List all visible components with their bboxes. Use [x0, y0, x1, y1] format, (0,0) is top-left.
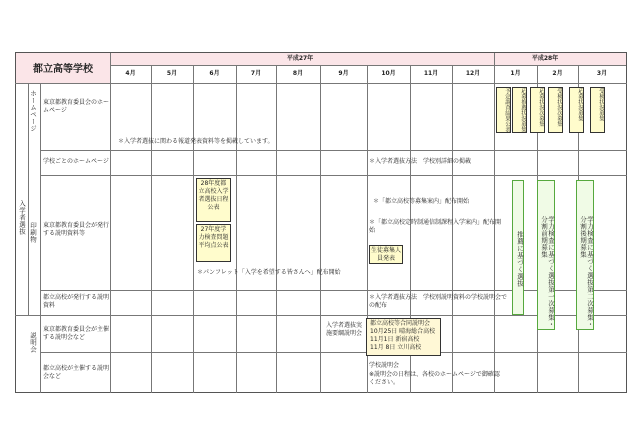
- hline-r2: [40, 175, 627, 176]
- label-insatsu: 印刷物: [29, 222, 37, 243]
- hline-year: [110, 65, 626, 66]
- month-9: 12月: [465, 70, 481, 77]
- label-nyugaku: 入学者選抜: [18, 200, 26, 235]
- box-h28-nittei: 28年度都立高校入学者選抜日程公表: [196, 178, 231, 222]
- godo-line-2: 11月1日 新宿高校: [370, 336, 420, 343]
- row-label-school-doc: 都立高校が発行する説明資料: [43, 294, 110, 309]
- month-3: 6月: [209, 70, 220, 77]
- godo-line-3: 11月 8日 立川高校: [370, 344, 422, 351]
- month-12: 3月: [596, 70, 608, 77]
- hp-box-2: 応募推薦状況募集: [512, 87, 527, 133]
- month-4: 7月: [250, 70, 262, 77]
- row-label-school-setsumei: 都立高校が主催する説明会など: [43, 365, 110, 380]
- vline-left2: [40, 83, 41, 393]
- month-1: 4月: [125, 70, 136, 77]
- school-hp-note: ＊入学者選抜方法 学校別詳細の掲載: [369, 158, 472, 165]
- month-2: 5月: [166, 70, 178, 77]
- row-label-kyoiku-hp: 東京都教育委員会のホームページ: [43, 99, 110, 114]
- vline-month-4: [276, 65, 277, 393]
- vline-month-2: [193, 65, 194, 393]
- annai-note: ＊「都立高校等募集案内」配布開始: [373, 198, 470, 205]
- hline-r4: [15, 315, 627, 316]
- pamphlet-note: ＊パンフレット「入学を希望する皆さんへ」配布開始: [197, 269, 341, 276]
- row-label-school-hp: 学校ごとのホームページ: [43, 158, 109, 165]
- green-bar-suisen: 推薦に基づく選抜: [512, 180, 524, 315]
- green-bar-niji: 学力検査に基づく選抜第二次募集・分割後期募集: [576, 180, 594, 330]
- hp-box-4: 受検状況次募集: [548, 87, 563, 133]
- teiji-note: ＊「都立高校定時制通信制課程入学案内」配布開始: [369, 219, 502, 234]
- box-godo-setsumeikai: [366, 318, 441, 356]
- month-5: 8月: [292, 70, 304, 77]
- hline-r5: [40, 352, 627, 353]
- label-setsumeikai: 説明会: [29, 332, 37, 353]
- month-6: 9月: [338, 70, 349, 77]
- hline-header: [15, 83, 627, 84]
- vline-year-split: [494, 53, 495, 65]
- hp-box-6: 受検状況募集: [590, 87, 605, 133]
- vline-month-5: [320, 65, 321, 393]
- row-label-kyoiku-doc: 東京都教育委員会が発行する説明資料等: [43, 222, 110, 237]
- hp-box-3: 応募状況次募集: [530, 87, 545, 133]
- label-homepage: ホームページ: [29, 90, 37, 132]
- godo-title: 都立高校等合同説明会: [370, 320, 431, 327]
- school-doc-note: ＊入学者選抜方法 学校別説明資料の学校説明会での配布: [369, 294, 508, 309]
- box-h27-heikin: 27年度学力検査問題平均点公表: [196, 224, 231, 262]
- row-label-kyoiku-setsumei: 東京都教育委員会が主催する説明会など: [43, 326, 110, 341]
- hp-box-1: 予定調査結果公表: [496, 87, 511, 133]
- month-7: 10月: [381, 70, 396, 77]
- month-11: 2月: [552, 70, 563, 77]
- year-h28: 平成28年: [531, 55, 559, 62]
- hp-box-5: 応募状況募集: [569, 87, 584, 133]
- vline-month-1: [151, 65, 152, 393]
- school-setsumei-1: 学校説明会: [369, 362, 400, 369]
- month-10: 1月: [510, 70, 521, 77]
- vline-month-3: [236, 65, 237, 393]
- hline-r1: [40, 150, 627, 151]
- month-8: 11月: [423, 70, 439, 77]
- green-bar-ichiji: 学力検査に基づく選抜第一次募集・分割前期募集: [537, 180, 555, 330]
- jisshi-label: 入学者選抜実施要綱説明会: [326, 322, 363, 337]
- school-setsumei-2: ※説明会の日程は、各校のホームページで御確認ください。: [369, 371, 500, 386]
- year-h27: 平成27年: [286, 55, 314, 62]
- godo-line-1: 10月25日 晴海総合高校: [370, 328, 436, 335]
- school-title: 都立高等学校: [33, 64, 93, 75]
- box-seito-boshu: 生徒募集人員発表: [371, 247, 402, 262]
- hp-note: ＊入学者選抜に関わる報道発表資料等を掲載しています。: [118, 138, 274, 145]
